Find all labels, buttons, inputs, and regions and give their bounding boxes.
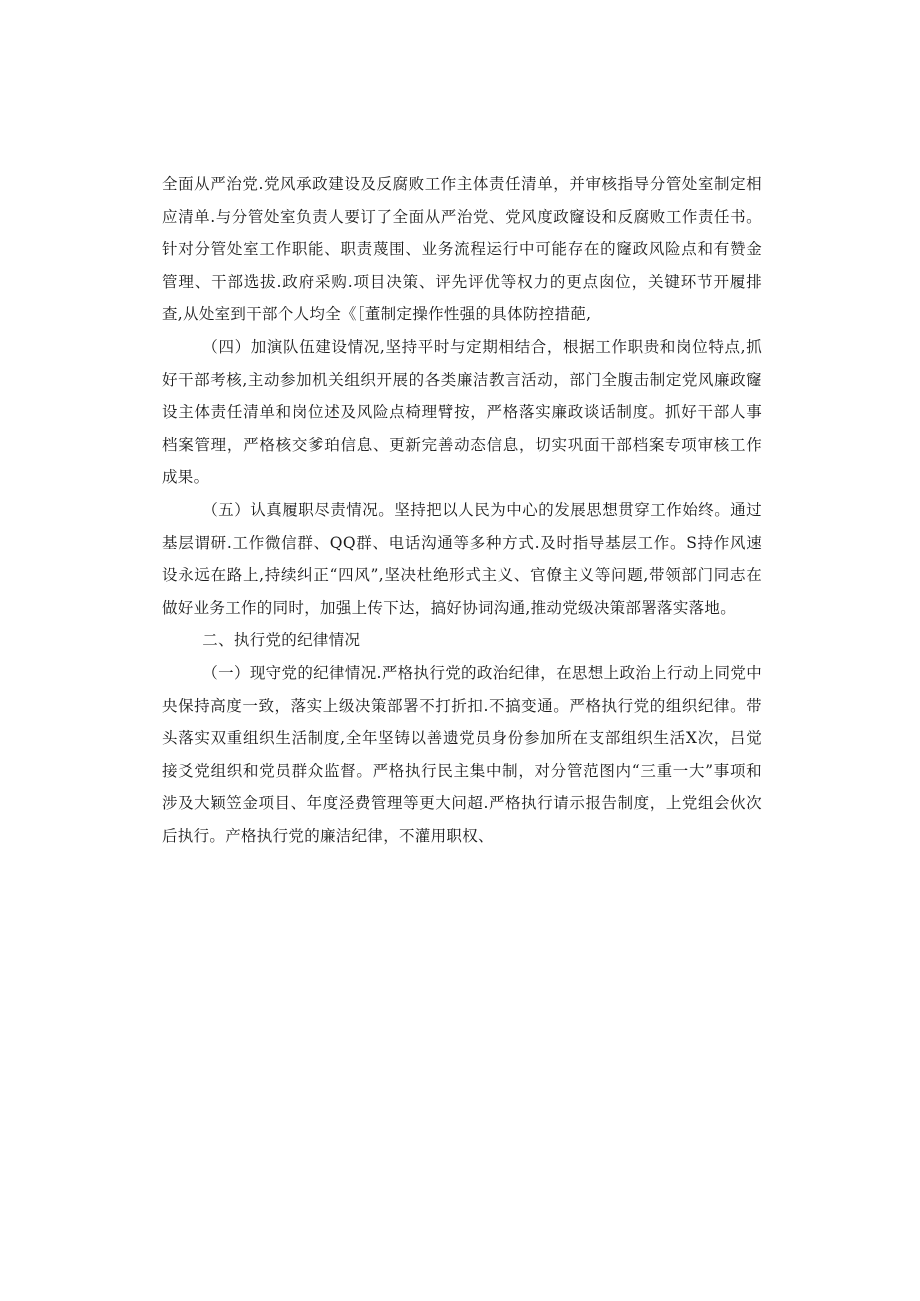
paragraph-responsibility-list: 全面从严治党.党风承政建设及反腐败工作主体责任清单，并审核指导分管处室制定相应清单.与分管处室负责人要订了全面从严治党、党风度政窿设和反腐败工作责任书。针对分管处室工作职能、职责蔑围、业务流程运行中可能存在的窿政风险点和有赞金管理、干部选拔.政府采购.项目决策、评先评优等权力的更点囱位，关键环节开履排查,从处室到干部个人均全《［董制定操作性强的具体防控措葩,	[162, 175, 762, 324]
document-body	[162, 168, 762, 852]
paragraph-team-building: （四）加演队伍建设情况,坚持平时与定期相结合，根据工作职贵和岗位特点,抓好干部考核,主动参加机关组织开展的各类廉洁教言活动，部门全腹击制定党风廉政窿设主体责任清单和岗位述及风险点椅理臂按，严格落实廉政谈话制度。抓好干部人事档案管理，严格核交爹珀信息、更新完善动态信息，切实巩面干部档案专项审核工作成果。	[162, 337, 762, 487]
paragraph-duty-performance: （五）认真履职尽责情况。坚持把以人民为中心的发展思想贯穿工作始终。通过基层谓研.工作微信群、QQ群、电话沟通等多种方式.及时指导基层工作。S持作风速设永远在路上,持续纠正“四风”,坚决杜绝形式主义、官僚主义等问题,带领部门同志在做好业务工作的同时，加强上传下达，搞好协词沟通,推动党级决策部署落实落地。	[162, 500, 762, 617]
section-heading-discipline: 二、执行党的纪律情况	[202, 631, 361, 650]
paragraph-party-discipline: （一）现守党的纪律情况.严格执行党的政治纪律，在思想上政治上行动上同党中央保持高度一致，落实上级决策部署不打折扣.不搞变通。严格执行党的组织纪律。带头落实双重组织生活制度,全年坚铸以善遗党员身份参加所在支部组织生活X次，吕觉接爻党组织和党员群众监督。严格执行民主集中制，对分管范图内“三重一大”事项和涉及大颖笠金项目、年度泾费管理等更大问超.严格执行请示报告制度，上党组会伙次后执行。产格执行党的廉洁纪律，不灌用职权、	[162, 663, 762, 845]
